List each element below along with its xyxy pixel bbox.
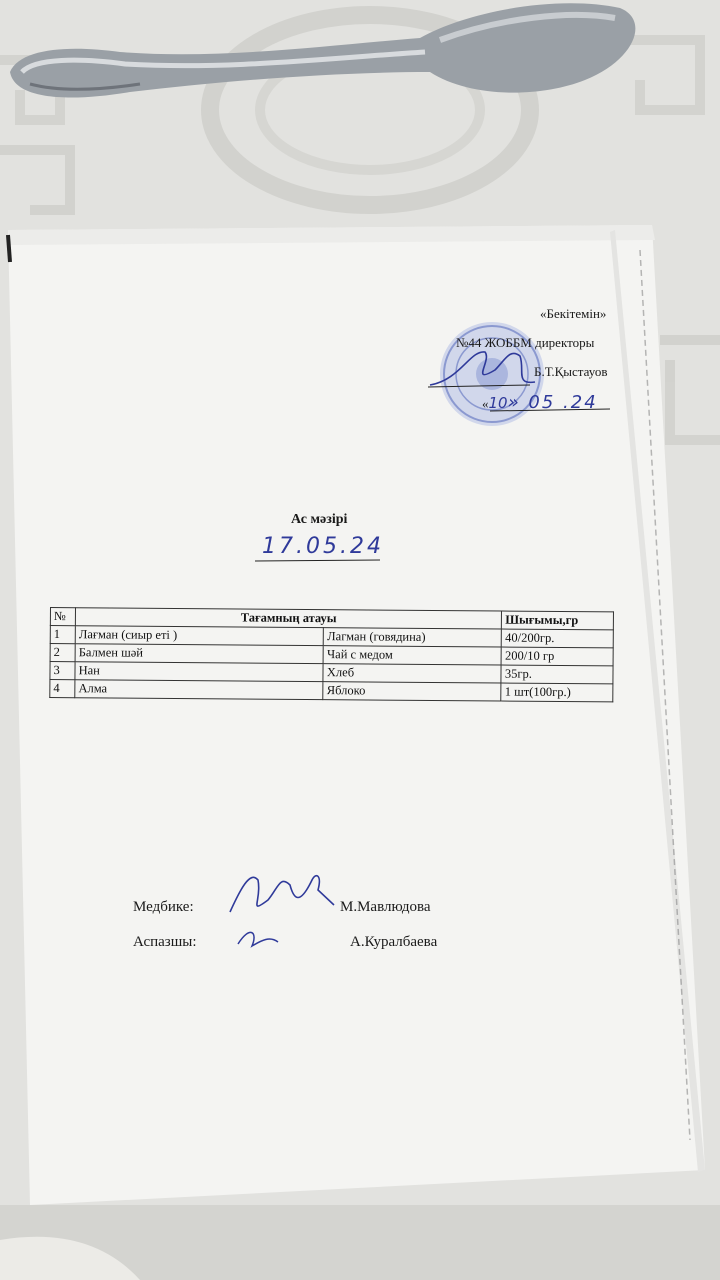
dish-yield: 35гр. — [501, 665, 613, 684]
header-number: № — [50, 608, 75, 626]
dish-yield: 1 шт(100гр.) — [501, 683, 613, 702]
row-number: 1 — [50, 626, 75, 644]
row-number: 4 — [50, 680, 75, 698]
dish-kz: Нан — [75, 662, 323, 682]
dish-ru: Лагман (говядина) — [324, 628, 502, 647]
approval-name: Б.Т.Қыстауов — [534, 364, 608, 379]
approval-date — [482, 392, 598, 413]
dish-kz: Алма — [75, 680, 323, 700]
cook-role: Аспазшы: — [133, 934, 197, 950]
row-number: 3 — [50, 662, 75, 680]
dish-kz: Балмен шәй — [75, 644, 323, 664]
approval-position: №44 ЖОББМ директоры — [456, 335, 595, 350]
row-number: 2 — [50, 644, 75, 662]
medic-name: М.Мавлюдова — [340, 899, 431, 915]
approval-date-day: 10 — [488, 394, 508, 412]
medic-role: Медбике: — [133, 899, 194, 915]
page-title: Ас мәзірі — [291, 512, 348, 527]
header-dish-name: Тағамның атауы — [75, 608, 501, 629]
header-yield: Шығымы,гр — [502, 611, 614, 630]
approval-date-prefix: « — [482, 396, 489, 411]
dish-yield: 40/200гр. — [502, 629, 614, 648]
table-row — [50, 680, 613, 702]
dish-ru: Чай с медом — [324, 646, 502, 665]
cook-name: А.Куралбаева — [350, 934, 438, 950]
dish-yield: 200/10 гр — [501, 647, 613, 666]
dish-ru: Хлеб — [323, 664, 501, 683]
dish-kz: Лағман (сиыр еті ) — [75, 626, 323, 646]
approval-date-rest: » 05 .24 — [507, 392, 598, 413]
approval-label: «Бекітемін» — [540, 306, 607, 321]
dish-ru: Яблоко — [323, 682, 501, 701]
menu-date: 17.05.24 — [262, 534, 384, 559]
menu-table — [49, 607, 614, 702]
